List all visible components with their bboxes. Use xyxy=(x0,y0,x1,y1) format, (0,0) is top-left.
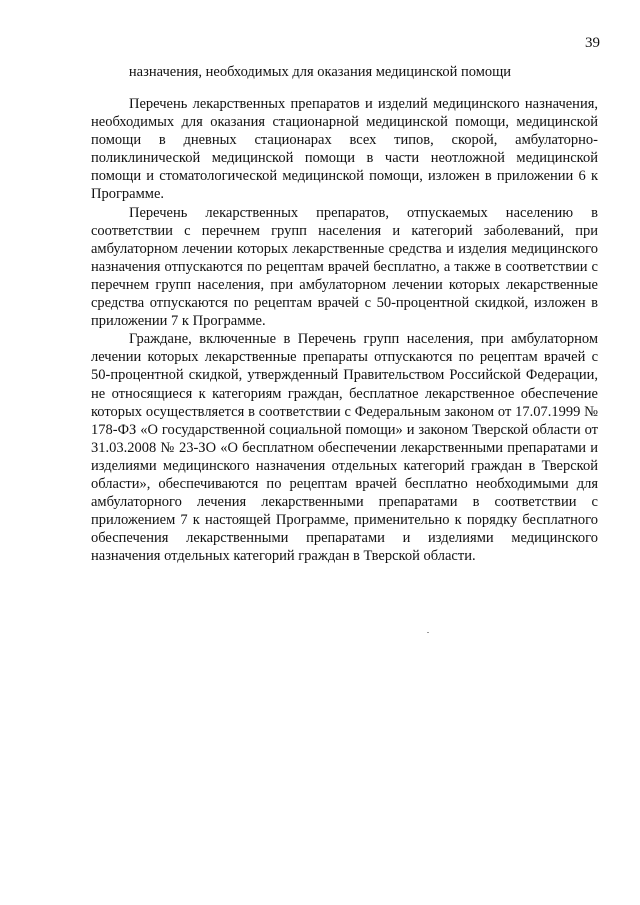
section-heading: назначения, необходимых для оказания медицинской помощи xyxy=(128,64,512,80)
paragraph-appendix-7-list: Перечень лекарственных препаратов, отпускаемых населению в соответствии с перечнем групп населения и категорий заболеваний, при амбулаторном лечении которых лекарственные средства и изделия медицинского назначения отпускаются по рецептам врачей бесплатно, а также в соответствии с перечнем групп населения, при амбулаторном лечении которых лекарственные средства отпускаются по рецептам врачей с 50-процентной скидкой, изложен в приложении 7 к Программе. xyxy=(91,204,598,330)
scan-artifact xyxy=(427,632,429,633)
body-text xyxy=(91,95,598,565)
paragraph-citizens-provision: Граждане, включенные в Перечень групп населения, при амбулаторном лечении которых лекарственные препараты отпускаются по рецептам врачей с 50-процентной скидкой, утвержденный Правительством Российской Федерации, не относящиеся к категориям граждан, бесплатное лекарственное обеспечение которых осуществляется в соответствии с Федеральным законом от 17.07.1999 № 178-ФЗ «О государственной социальной помощи» и законом Тверской области от 31.03.2008 № 23-ЗО «О бесплатном обеспечении лекарственными препаратами и изделиями медицинского назначения отдельных категорий граждан в Тверской области», обеспечиваются по рецептам врачей бесплатно необходимыми для амбулаторного лечения лекарственными препаратами в соответствии с приложением 7 к настоящей Программе, применительно к порядку бесплатного обеспечения лекарственными препаратами и изделиями медицинского назначения отдельных категорий граждан в Тверской области. xyxy=(91,331,598,565)
page-number: 39 xyxy=(585,35,600,51)
paragraph-appendix-6: Перечень лекарственных препаратов и изделий медицинского назначения, необходимых для оказания стационарной медицинской помощи, медицинской помощи в дневных стационарах всех типов, скорой, амбулаторно-поликлинической медицинской помощи в части неотложной медицинской помощи и стоматологической медицинской помощи, изложен в приложении 6 к Программе. xyxy=(91,96,598,203)
